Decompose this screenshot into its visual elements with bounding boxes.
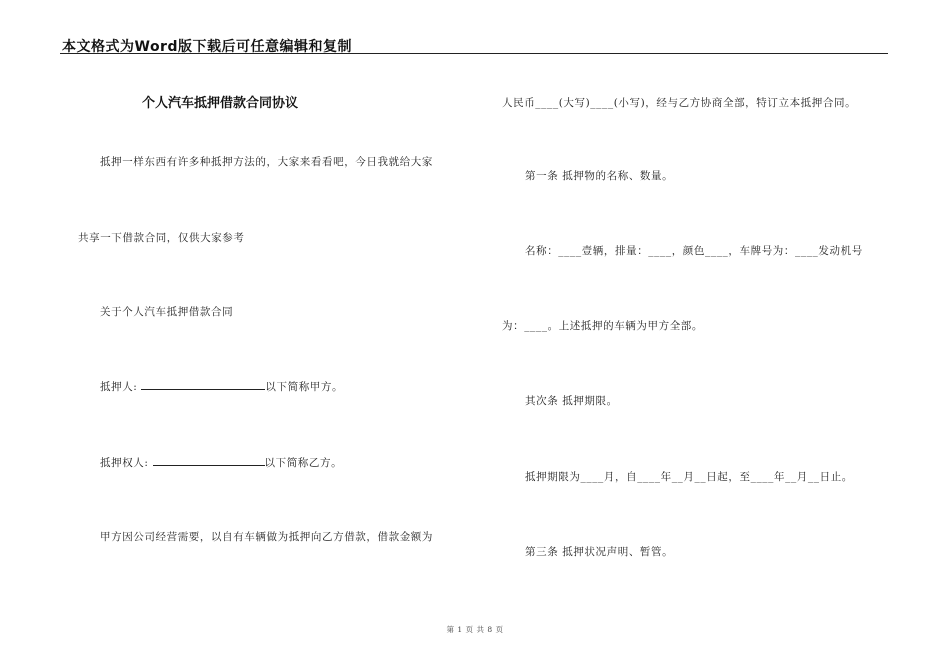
mortgagee-suffix: 以下简称乙方。 xyxy=(264,457,343,469)
page-number: 第 1 页 共 8 页 xyxy=(446,625,504,634)
article-1-heading: 第一条 抵押物的名称、数量。 xyxy=(525,170,674,182)
mortgagor-blank xyxy=(141,379,265,390)
paragraph-intro-1: 抵押一样东西有许多种抵押方法的，大家来看看吧，今日我就给大家 xyxy=(100,156,433,168)
mortgagee-label: 抵押权人: xyxy=(100,457,149,469)
mortgagor-label: 抵押人: xyxy=(100,381,138,393)
header-divider xyxy=(60,53,888,54)
mortgagee-line xyxy=(100,455,342,470)
article-2-heading: 其次条 抵押期限。 xyxy=(525,395,618,407)
engine-number-line: 为：____。上述抵押的车辆为甲方全部。 xyxy=(502,320,703,332)
mortgagee-blank xyxy=(153,455,265,466)
mortgagor-line xyxy=(100,379,343,394)
paragraph-subtitle: 关于个人汽车抵押借款合同 xyxy=(100,306,234,318)
article-3-heading: 第三条 抵押状况声明、暂管。 xyxy=(525,546,674,558)
document-title: 个人汽车抵押借款合同协议 xyxy=(141,96,298,111)
paragraph-loan: 甲方因公司经营需要，以自有车辆做为抵押向乙方借款，借款金额为 xyxy=(100,531,433,543)
paragraph-amount: 人民币____(大写)____(小写)，经与乙方协商全部，特订立本抵押合同。 xyxy=(502,97,857,109)
vehicle-details: 名称：____壹辆，排量：____，颜色____，车牌号为：____发动机号 xyxy=(525,245,863,257)
mortgagor-suffix: 以下简称甲方。 xyxy=(265,381,344,393)
header-title: 本文格式为Word版下载后可任意编辑和复制 xyxy=(62,39,352,55)
paragraph-intro-2: 共享一下借款合同，仅供大家参考 xyxy=(78,232,245,244)
mortgage-term: 抵押期限为____月，自____年__月__日起，至____年__月__日止。 xyxy=(525,471,853,483)
